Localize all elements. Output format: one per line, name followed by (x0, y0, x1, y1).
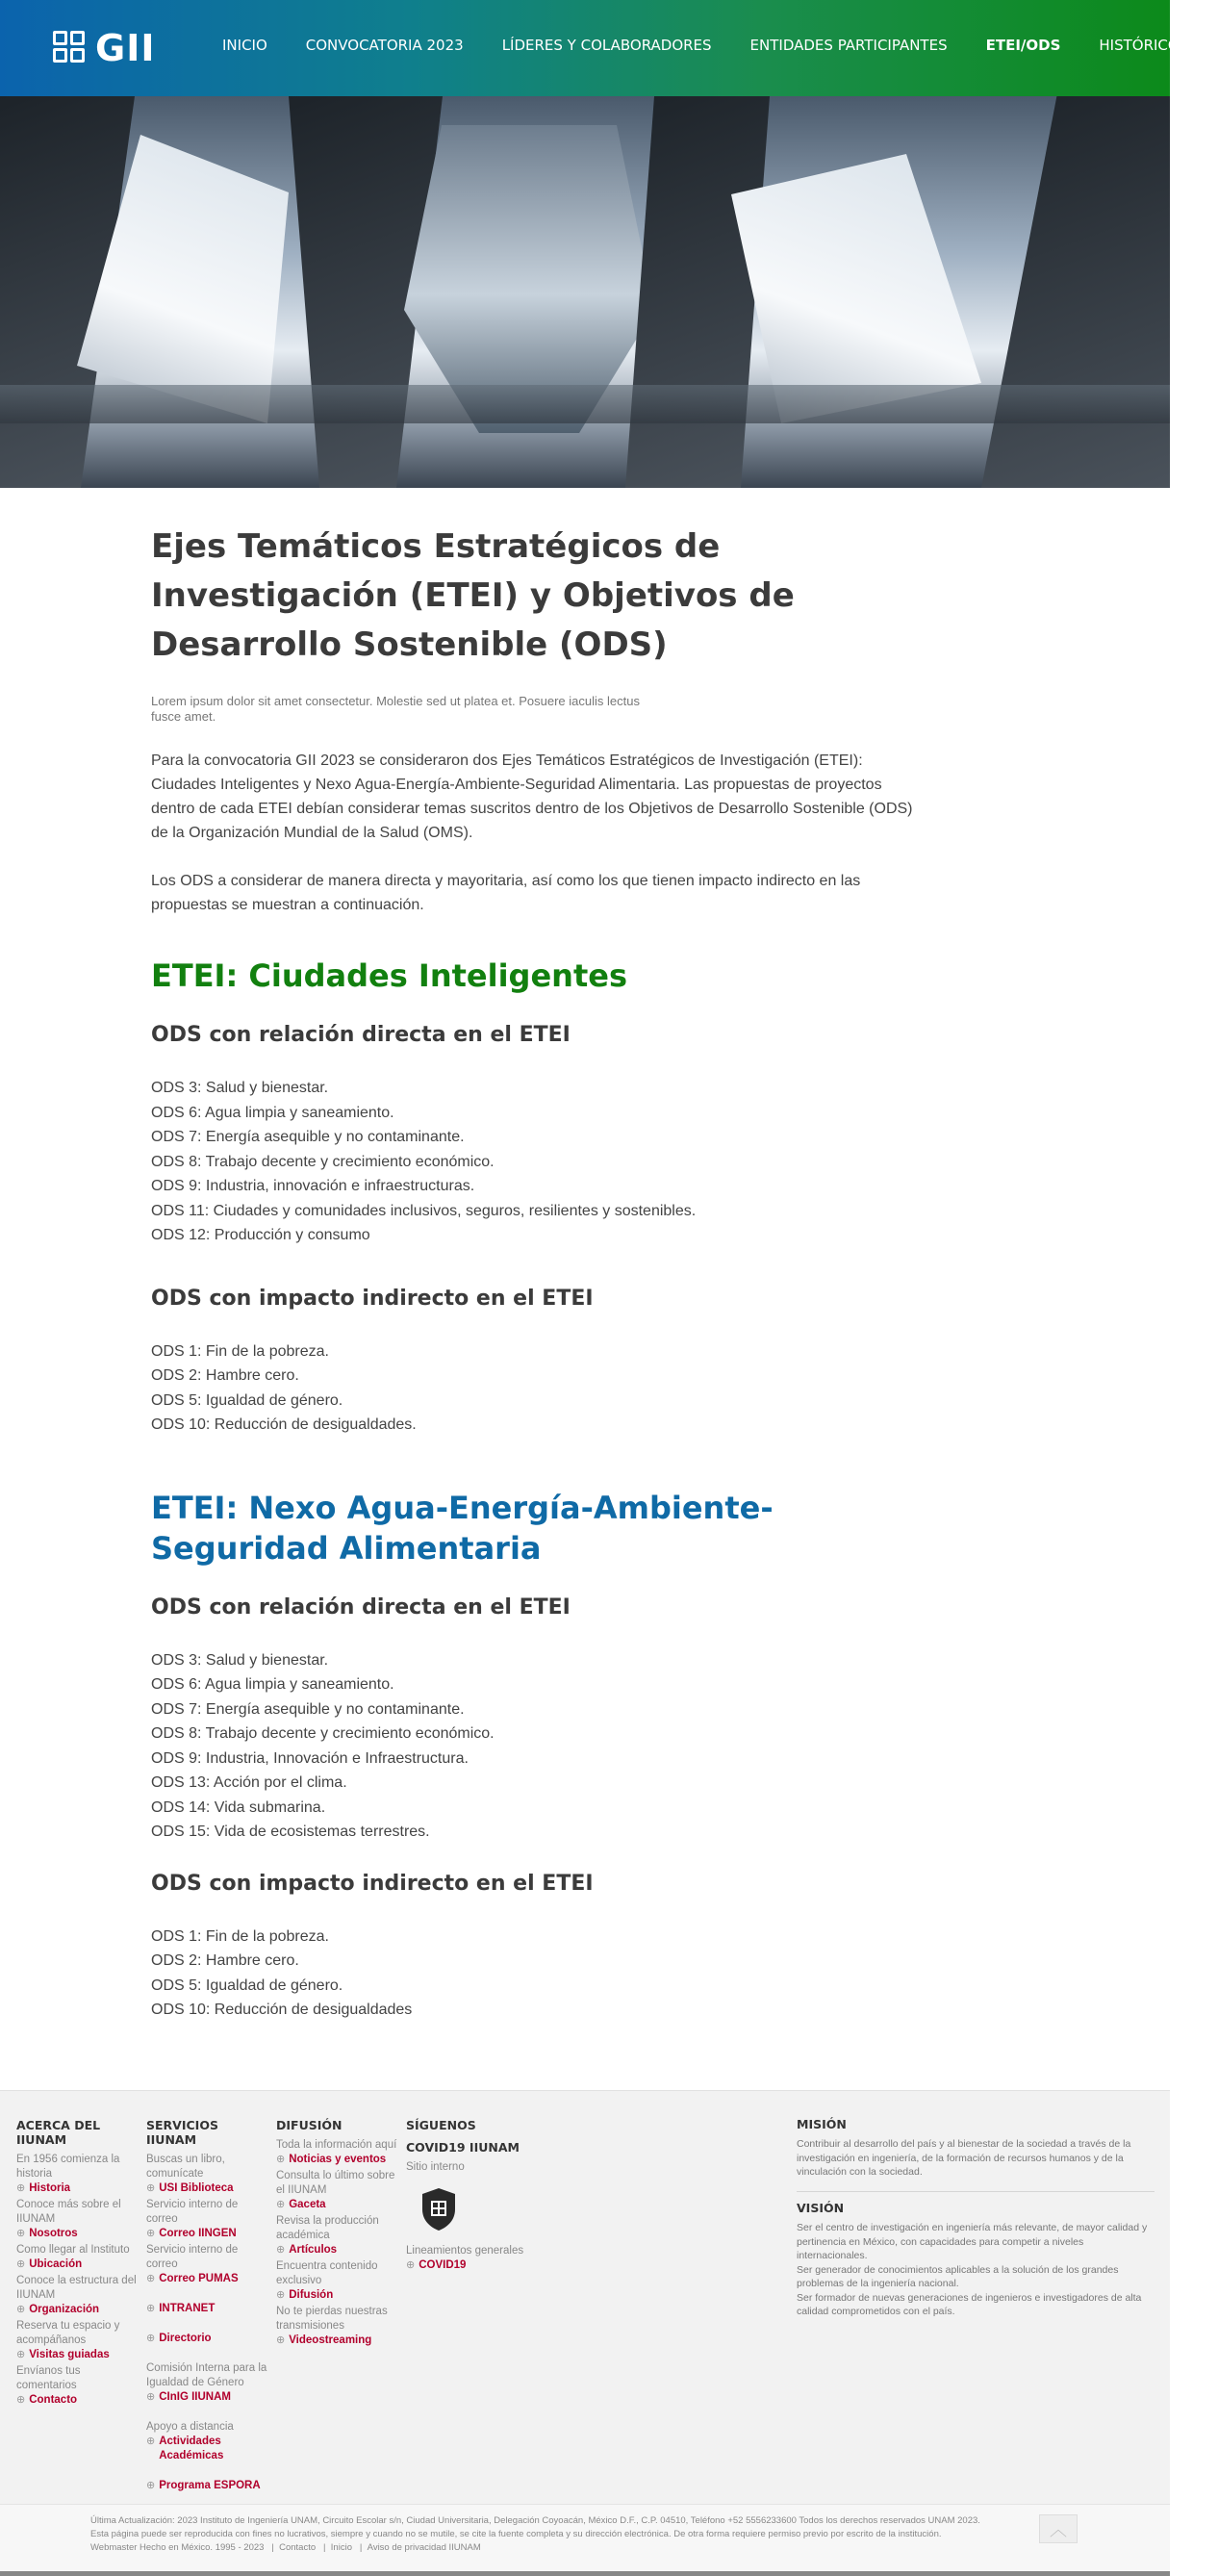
mision-text: Contribuir al desarrollo del país y al bienestar de la sociedad a través de la investigación en ingeniería, de la formación de recursos humanos y de la vinculación con la sociedad. (797, 2138, 1131, 2178)
list-item: ODS 2: Hambre cero. (151, 1952, 299, 1969)
list-item: ODS 2: Hambre cero. (151, 1367, 299, 1384)
footer-bottom (0, 2504, 1170, 2571)
nav-convocatoria-2023[interactable]: CONVOCATORIA 2023 (305, 37, 464, 54)
footer-desc: No te pierdas nuestras transmisiones (276, 2305, 388, 2332)
footer-link-label: USI Biblioteca (159, 2181, 234, 2194)
footer-link-label: Difusión (289, 2288, 334, 2301)
top-navigation-bar (0, 0, 1180, 96)
etei-1-direct-list (151, 1076, 1170, 1248)
etei-2-direct-list (151, 1648, 1170, 1845)
intro-paragraph-1: Para la convocatoria GII 2023 se consideraron dos Ejes Temáticos Estratégicos de Investigación (ETEI): Ciudades Inteligentes y Nexo Agua-Energía-Ambiente-Seguridad Alimentaria. Las propuestas de proyectos dentro de cada ETEI debían considerar temas suscritos dentro de los Objetivos de Desarrollo Sostenible (ODS) de la Organización Mundial de la Salud (OMS). (151, 752, 913, 841)
vision-title: VISIÓN (797, 2200, 845, 2215)
list-item: ODS 10: Reducción de desigualdades. (151, 1416, 417, 1433)
footer-link-intranet[interactable] (146, 2302, 269, 2316)
footer-desc: Envíanos tus comentarios (16, 2364, 81, 2391)
plus-circle-icon: ⊕ (146, 2302, 156, 2314)
list-item: ODS 10: Reducción de desigualdades (151, 2002, 413, 2018)
footer-link-articulos[interactable] (276, 2243, 399, 2257)
logo-text: GII (95, 27, 156, 69)
list-item: ODS 8: Trabajo decente y crecimiento económico. (151, 1725, 495, 1742)
vision-text-3: Ser formador de nuevas generaciones de ingenieros e investigadores de alta calidad comprometidos con el país. (797, 2291, 1142, 2317)
footer-desc: Comisión Interna para la Igualdad de Género (146, 2361, 267, 2388)
footer-link-label: Ubicación (29, 2257, 83, 2270)
footer-link-label: Directorio (159, 2332, 212, 2344)
footer-link-espora[interactable] (146, 2479, 269, 2493)
plus-circle-icon: ⊕ (146, 2181, 156, 2194)
footer-servicios-column (146, 2118, 269, 2495)
list-item: ODS 5: Igualdad de género. (151, 1391, 343, 1409)
footer-link-label: Correo PUMAS (159, 2272, 239, 2284)
footer-link-label: Noticias y eventos (289, 2153, 387, 2165)
footer-desc: Consulta lo último sobre el IIUNAM (276, 2169, 395, 2196)
list-item: ODS 3: Salud y bienestar. (151, 1080, 329, 1096)
plus-circle-icon: ⊕ (146, 2435, 156, 2447)
hero-image (0, 96, 1170, 488)
covid-desc: Sitio interno (406, 2160, 465, 2173)
plus-circle-icon: ⊕ (16, 2181, 26, 2194)
etei-ciudades-title: ETEI: Ciudades Inteligentes (151, 957, 627, 994)
intro-paragraph-2: Los ODS a considerar de manera directa y mayoritaria, así como los que tienen impacto indirecto en las propuestas se muestran a continuación. (151, 873, 861, 913)
footer-link-label: Visitas guiadas (29, 2348, 110, 2360)
footer-desc: Servicio interno de correo (146, 2198, 239, 2225)
nav-historico[interactable]: HISTÓRICO (1099, 37, 1180, 54)
footer-link-visitas[interactable] (16, 2348, 141, 2362)
etei-nexo-title: ETEI: Nexo Agua-Energía-Ambiente-Seguridad Alimentaria (151, 1489, 774, 1567)
mision-title: MISIÓN (797, 2116, 847, 2131)
list-item: ODS 6: Agua limpia y saneamiento. (151, 1104, 394, 1121)
plus-circle-icon: ⊕ (146, 2390, 156, 2403)
nav-inicio[interactable]: INICIO (222, 37, 267, 54)
page-title: Ejes Temáticos Estratégicos de Investigación (ETEI) y Objetivos de Desarrollo Sostenible (ODS) (151, 527, 795, 664)
plus-circle-icon: ⊕ (146, 2227, 156, 2239)
list-item: ODS 11: Ciudades y comunidades inclusivos, seguros, resilientes y sostenibles. (151, 1202, 697, 1219)
footer-link-label: Contacto (29, 2393, 78, 2406)
plus-circle-icon: ⊕ (276, 2198, 286, 2210)
legal-copyright: Webmaster Hecho en México. 1995 - 2023 (90, 2541, 265, 2553)
footer-desc: Encuentra contenido exclusivo (276, 2259, 378, 2286)
footer-link-label: Historia (29, 2181, 71, 2194)
footer-desc: En 1956 comienza la historia (16, 2153, 120, 2180)
footer-legal (90, 2514, 1033, 2555)
mision-vision-block (797, 2118, 1155, 2319)
etei-2-indirect-list (151, 1925, 1170, 2023)
plus-circle-icon: ⊕ (16, 2227, 26, 2239)
footer-link-correo-pumas[interactable] (146, 2272, 269, 2286)
site-footer (0, 2090, 1170, 2504)
list-item: ODS 15: Vida de ecosistemas terrestres. (151, 1824, 430, 1840)
footer-link-directorio[interactable] (146, 2332, 269, 2346)
footer-desc: Servicio interno de correo (146, 2243, 239, 2270)
footer-link-label: Nosotros (29, 2227, 78, 2239)
etei-1-direct-heading: ODS con relación directa en el ETEI (151, 1023, 571, 1047)
footer-desc: Conoce la estructura del IIUNAM (16, 2274, 137, 2301)
legal-line-1: Última Actualización: 2023 Instituto de Ingeniería UNAM, Circuito Escolar s/n, Ciudad Universitaria, Delegación Coyoacán, México D.F., C.P. 04510, Teléfono +52 5556233600 Todos los derechos reservados UNAM 2023. (90, 2514, 980, 2526)
footer-link-gaceta[interactable] (276, 2198, 399, 2212)
nav-entidades-participantes[interactable]: ENTIDADES PARTICIPANTES (749, 37, 948, 54)
main-content (0, 523, 1170, 2061)
etei-1-indirect-heading: ODS con impacto indirecto en el ETEI (151, 1286, 594, 1311)
covid-shield-icon[interactable] (419, 2186, 458, 2232)
footer-link-label: Programa ESPORA (159, 2479, 261, 2491)
back-to-top-button[interactable] (1039, 2514, 1078, 2543)
plus-circle-icon: ⊕ (276, 2288, 286, 2301)
footer-desc: Como llegar al Instituto (16, 2243, 130, 2256)
footer-link-label: CInIG IIUNAM (159, 2390, 231, 2403)
plus-circle-icon: ⊕ (146, 2332, 156, 2344)
footer-link-label: Gaceta (289, 2198, 326, 2210)
footer-link-organizacion[interactable] (16, 2303, 141, 2317)
nav-etei-ods[interactable]: ETEI/ODS (985, 37, 1061, 54)
chevron-up-icon: ︿ (1050, 2519, 1067, 2539)
list-item: ODS 9: Industria, Innovación e Infraestructura. (151, 1749, 469, 1767)
footer-link-label: INTRANET (159, 2302, 216, 2314)
footer-link-actividades[interactable] (146, 2435, 269, 2463)
plus-circle-icon: ⊕ (16, 2348, 26, 2360)
list-item: ODS 7: Energía asequible y no contaminante. (151, 1129, 465, 1145)
footer-link-biblioteca[interactable] (146, 2181, 269, 2196)
covid-title: COVID19 IIUNAM (406, 2139, 520, 2155)
list-item: ODS 3: Salud y bienestar. (151, 1651, 329, 1669)
plus-circle-icon: ⊕ (406, 2258, 416, 2271)
main-nav (222, 37, 1218, 54)
footer-link-label: Organización (29, 2303, 100, 2315)
footer-link-noticias[interactable] (276, 2153, 399, 2167)
footer-bottom-link-privacidad[interactable]: Aviso de privacidad IIUNAM (367, 2541, 481, 2553)
footer-bottom-link-inicio[interactable]: Inicio (330, 2541, 352, 2553)
list-item: ODS 12: Producción y consumo (151, 1227, 370, 1243)
footer-difusion-column (276, 2118, 399, 2350)
plus-circle-icon: ⊕ (276, 2334, 286, 2346)
etei-2-direct-heading: ODS con relación directa en el ETEI (151, 1594, 571, 1620)
nav-lideres-colaboradores[interactable]: LÍDERES Y COLABORADORES (501, 37, 712, 54)
vision-text-2: Ser generador de conocimientos aplicables a la solución de los grandes problemas de la ingeniería nacional. (797, 2263, 1119, 2289)
bottom-bar (0, 2571, 1170, 2576)
footer-acerca-column (16, 2118, 141, 2410)
list-item: ODS 1: Fin de la pobreza. (151, 1927, 329, 1945)
list-item: ODS 9: Industria, innovación e infraestructuras. (151, 1178, 475, 1194)
list-item: ODS 8: Trabajo decente y crecimiento económico. (151, 1153, 495, 1170)
list-item: ODS 14: Vida submarina. (151, 1798, 326, 1816)
footer-siguenos-title: SÍGUENOS (406, 2117, 476, 2132)
footer-link-contacto[interactable] (16, 2393, 141, 2408)
covid-lineamientos: Lineamientos generales (406, 2244, 524, 2257)
footer-link-videostreaming[interactable] (276, 2334, 399, 2348)
footer-link-ubicacion[interactable] (16, 2257, 141, 2272)
vision-text-1: Ser el centro de investigación en ingeniería más relevante, de mayor calidad y pertinencia en México, con capacidades para competir a niveles internacionales. (797, 2222, 1148, 2261)
footer-bottom-link-contacto[interactable]: Contacto (279, 2541, 317, 2553)
etei-2-indirect-heading: ODS con impacto indirecto en el ETEI (151, 1871, 594, 1896)
footer-link-historia[interactable] (16, 2181, 141, 2196)
etei-1-indirect-list (151, 1339, 1170, 1438)
footer-desc: Conoce más sobre el IIUNAM (16, 2198, 121, 2225)
list-item: ODS 5: Igualdad de género. (151, 1977, 343, 1994)
plus-circle-icon: ⊕ (16, 2303, 26, 2315)
footer-link-cinig[interactable] (146, 2390, 269, 2405)
footer-desc: Buscas un libro, comunícate (146, 2153, 225, 2180)
footer-siguenos-column (406, 2118, 541, 2275)
legal-line-3: Webmaster Hecho en México. 1995 - 2023 | Contacto | Inicio | Aviso de privacidad IIUNAM (90, 2541, 481, 2553)
plus-circle-icon: ⊕ (146, 2272, 156, 2284)
plus-circle-icon: ⊕ (276, 2243, 286, 2256)
list-item: ODS 1: Fin de la pobreza. (151, 1342, 329, 1360)
list-item: ODS 6: Agua limpia y saneamiento. (151, 1676, 394, 1693)
footer-link-covid19[interactable] (406, 2258, 541, 2273)
footer-link-label: Videostreaming (289, 2334, 372, 2346)
plus-circle-icon: ⊕ (276, 2153, 286, 2165)
footer-desc: Apoyo a distancia (146, 2420, 234, 2433)
footer-desc: Revisa la producción académica (276, 2214, 379, 2241)
footer-link-correo-iingen[interactable] (146, 2227, 269, 2241)
site-logo[interactable] (53, 27, 155, 69)
list-item: ODS 13: Acción por el clima. (151, 1774, 347, 1791)
footer-acerca-title: ACERCA DEL IIUNAM (16, 2117, 101, 2147)
plus-circle-icon: ⊕ (146, 2479, 156, 2491)
footer-difusion-title: DIFUSIÓN (276, 2117, 343, 2132)
legal-line-2: Esta página puede ser reproducida con fines no lucrativos, siempre y cuando no se mutile, se cite la fuente completa y su dirección electrónica. De otra forma requiere permiso previo por escrito de la institución. (90, 2528, 942, 2539)
footer-link-difusion[interactable] (276, 2288, 399, 2303)
footer-link-nosotros[interactable] (16, 2227, 141, 2241)
footer-desc: Toda la información aquí (276, 2138, 397, 2151)
footer-servicios-title: SERVICIOS IIUNAM (146, 2117, 218, 2147)
footer-link-label: Correo IINGEN (159, 2227, 237, 2239)
footer-desc: Reserva tu espacio y acompáñanos (16, 2319, 120, 2346)
logo-mark-icon (53, 31, 88, 65)
page-subtitle: Lorem ipsum dolor sit amet consectetur. Molestie sed ut platea et. Posuere iaculis lectus fusce amet. (151, 694, 640, 724)
footer-link-label: Artículos (289, 2243, 338, 2256)
footer-link-label: COVID19 (419, 2258, 467, 2271)
footer-link-label: Actividades Académicas (159, 2435, 224, 2461)
list-item: ODS 7: Energía asequible y no contaminante. (151, 1700, 465, 1718)
plus-circle-icon: ⊕ (16, 2393, 26, 2406)
plus-circle-icon: ⊕ (16, 2257, 26, 2270)
